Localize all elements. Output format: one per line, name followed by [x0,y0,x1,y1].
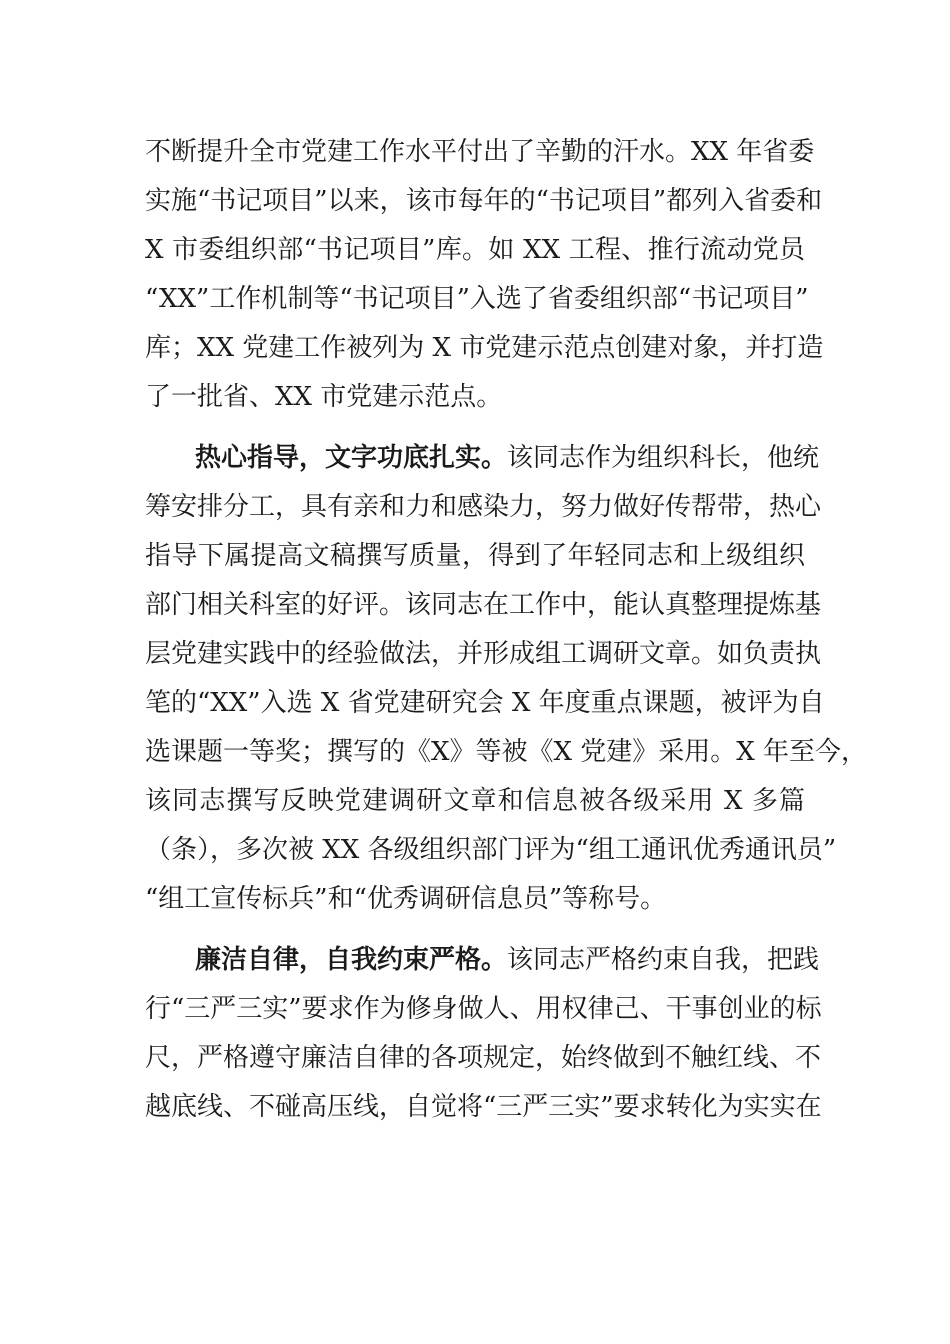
text-line: X 市委组织部“书记项目”库。如 XX 工程、推行流动党员 [145,235,805,265]
paragraph-first-line-rest: 该同志严格约束自我，把践 [507,945,820,975]
text-line: 笔的“XX”入选 X 省党建研究会 X 年度重点课题，被评为自 [145,688,825,718]
text-line: 层党建实践中的经验做法，并形成组工调研文章。如负责执 [145,639,822,669]
text-line: 选课题一等奖；撰写的《X》等被《X 党建》采用。X 年至今， [145,737,868,767]
text-line: 库；XX 党建工作被列为 X 市党建示范点创建对象，并打造 [145,333,824,363]
text-line: 不断提升全市党建工作水平付出了辛勤的汗水。XX 年省委 [145,137,815,167]
text-line: 尺，严格遵守廉洁自律的各项规定，始终做到不触红线、不 [145,1043,822,1073]
paragraph-heading: 热心指导，文字功底扎实。 [195,443,508,473]
text-line: 该同志撰写反映党建调研文章和信息被各级采用 X 多篇 [145,786,805,816]
text-line: （条），多次被 XX 各级组织部门评为“组工通讯优秀通讯员” [145,835,837,865]
text-line: 部门相关科室的好评。该同志在工作中，能认真整理提炼基 [145,590,822,620]
text-line: 筹安排分工，具有亲和力和感染力，努力做好传帮带，热心 [145,492,822,522]
text-line: 越底线、不碰高压线，自觉将“三严三实”要求转化为实实在 [145,1092,822,1122]
paragraph-first-line-rest: 该同志作为组织科长，他统 [507,443,820,473]
text-line: “组工宣传标兵”和“优秀调研信息员”等称号。 [145,884,667,914]
text-line: “XX”工作机制等“书记项目”入选了省委组织部“书记项目” [145,284,809,314]
text-line: 指导下属提高文稿撰写质量，得到了年轻同志和上级组织 [145,541,805,571]
paragraph-first-line [195,432,820,484]
text-line: 行“三严三实”要求作为修身做人、用权律己、干事创业的标 [145,994,822,1024]
text-line: 实施“书记项目”以来，该市每年的“书记项目”都列入省委和 [145,186,823,216]
paragraph-first-line [195,934,820,986]
paragraph-heading: 廉洁自律，自我约束严格。 [195,945,508,975]
text-line: 了一批省、XX 市党建示范点。 [145,382,503,412]
